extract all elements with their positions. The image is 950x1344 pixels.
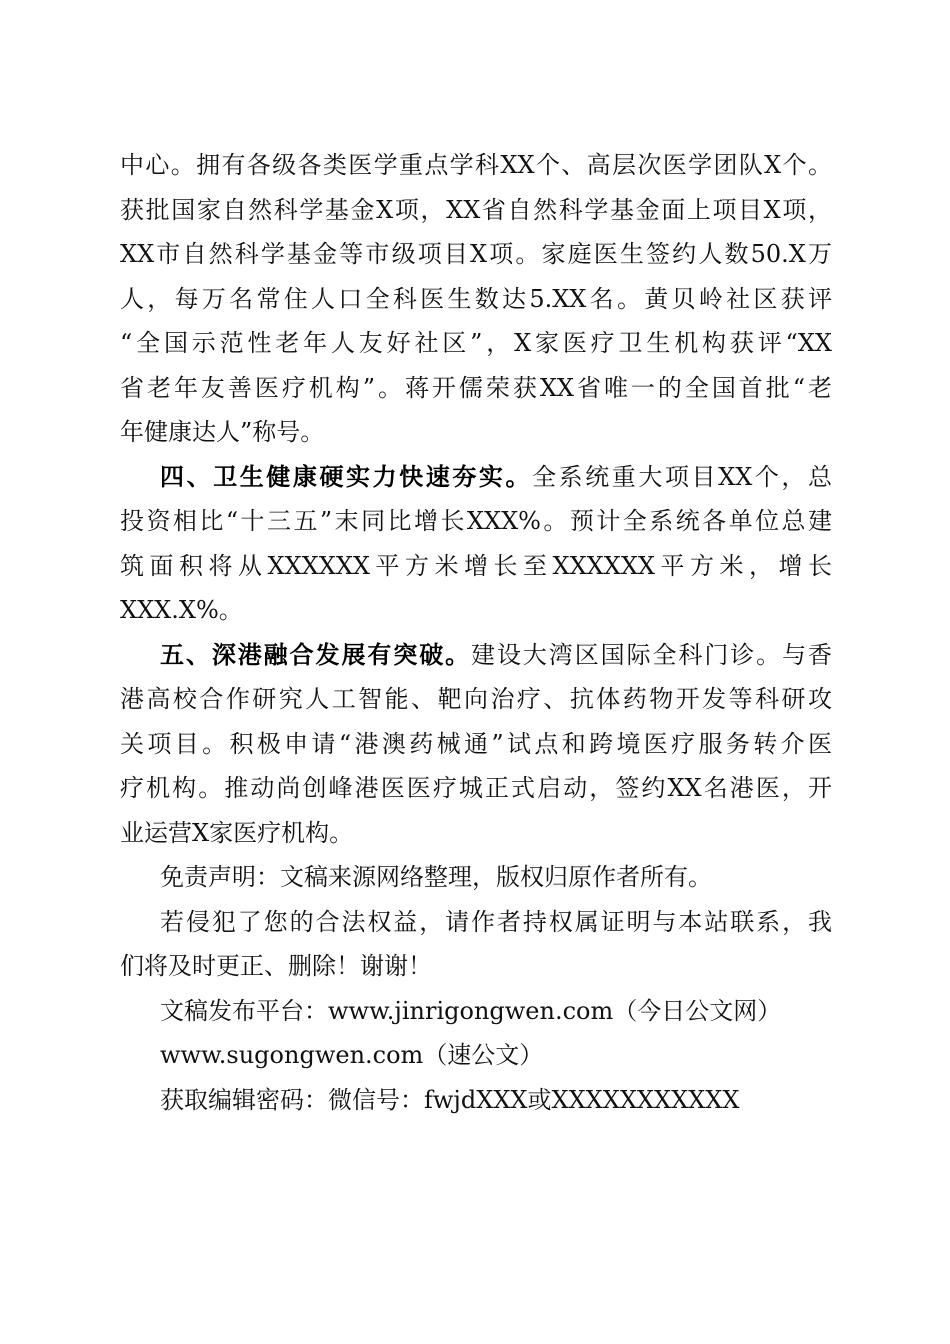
password-text: 获取编辑密码：微信号：fwjdXXX或XXXXXXXXXXX [160,1085,740,1114]
text-line: 筑面积将从XXXXXX平方米增长至XXXXXX平方米，增长 [120,551,832,580]
platform-link[interactable]: www.sugongwen.com（速公文） [160,1041,544,1069]
text-line: 中心。拥有各级各类医学重点学科XX个、高层次医学团队X个。 [120,151,832,179]
text-line: 获批国家自然科学基金X项，XX省自然科学基金面上项目X项， [120,195,832,224]
text-line: “全国示范性老年人友好社区”，X家医疗卫生机构获评“XX [120,329,832,357]
text-run: 建设大湾区国际全科门诊。与香 [471,640,833,669]
text-line: 省老年友善医疗机构”。蒋开儒荣获XX省唯一的全国首批“老 [120,373,832,402]
text-line: 业运营X家医疗机构。 [120,818,354,847]
text-line: 港高校合作研究人工智能、靶向治疗、抗体药物开发等科研攻 [120,685,832,713]
section-heading: 五、深港融合发展有突破。 [160,640,472,669]
text-line: 人，每万名常住人口全科医生数达5.XX名。黄贝岭社区获评 [120,284,832,313]
text-line [120,633,832,678]
text-line: 关项目。积极申请“港澳药械通”试点和跨境医疗服务转介医 [120,729,832,758]
text-line: XX市自然科学基金等市级项目X项。家庭医生签约人数50.X万 [120,240,832,268]
infringement-text: 们将及时更正、删除！谢谢！ [120,952,432,980]
disclaimer-text: 免责声明：文稿来源网络整理，版权归原作者所有。 [160,863,712,891]
section-heading: 四、卫生健康硬实力快速夯实。 [160,462,533,491]
text-line: 投资相比“十三五”末同比增长XXX%。预计全系统各单位总建 [120,507,832,535]
text-line: XXX.X%。 [120,596,243,624]
infringement-text: 若侵犯了您的合法权益，请作者持权属证明与本站联系，我 [160,907,832,936]
text-line: 年健康达人”称号。 [120,418,325,446]
text-run: 全系统重大项目XX个，总 [532,462,833,491]
paragraph-section-four [120,455,832,633]
document-body [120,143,832,1122]
text-line [120,455,832,500]
platform-link[interactable]: 文稿发布平台：www.jinrigongwen.com（今日公文网） [160,996,782,1025]
paragraph-achievements [120,143,832,455]
paragraph-section-five [120,633,832,856]
text-line: 疗机构。推动尚创峰港医医疗城正式启动，签约XX名港医，开 [120,774,832,802]
copyright-notice [120,855,832,1122]
